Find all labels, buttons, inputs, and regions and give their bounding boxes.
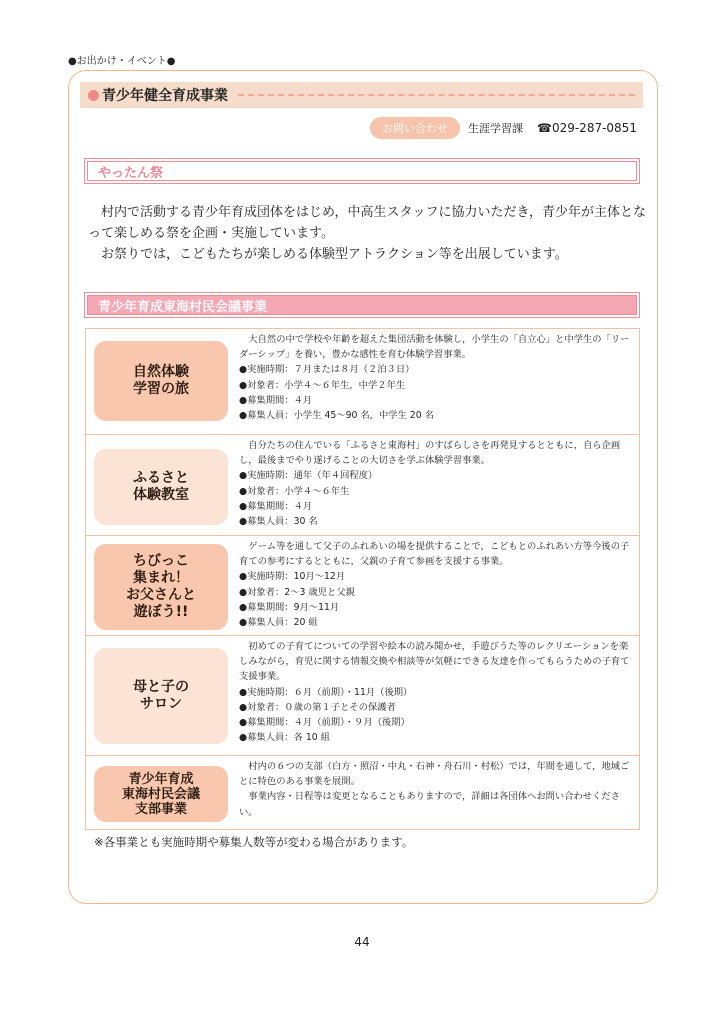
program-description: 事業内容・日程等は変更となることもありますので，詳細は各団体へお問い合わせください。: [239, 791, 620, 818]
contact-department: 生涯学習課: [468, 122, 523, 135]
contact-info: [370, 116, 637, 140]
program-description: 大自然の中で学校や年齢を超えた集団活動を体験し，小学生の「自立心」と中学生の「リーダーシップ」を養い，豊かな感性を育む体験学習事業。: [239, 334, 630, 361]
program-name: 青少年育成 東海村民会議 支部事業: [94, 766, 228, 822]
section-heading-text: やったん祭: [87, 161, 637, 181]
section-heading-kaigi: [84, 292, 640, 318]
title-bullet-icon: [88, 90, 99, 101]
program-item: ●募集人員：小学生 45～90 名，中学生 20 名: [239, 410, 434, 422]
program-item: ●実施時期：通年（年４回程度）: [239, 470, 378, 482]
page-title-bar: [80, 82, 643, 108]
program-item: ●募集期間：４月: [239, 394, 313, 406]
program-details: [239, 639, 635, 745]
program-item: ●実施時期：６月（前期）・11月（後期）: [239, 686, 413, 698]
program-name: ちびっこ 集まれ！ お父さんと 遊ぼう!!: [94, 544, 228, 630]
program-description: ゲーム等を通して父子のふれあいの場を提供することで，こどもとのふれあい方等今後の子育ての参考にするとともに，父親の子育て参画を支援する事業。: [239, 541, 630, 568]
table-row: [86, 535, 639, 635]
program-item: ●対象者：０歳の第１子とその保護者: [239, 701, 396, 713]
program-details: [239, 759, 635, 820]
program-name: 自然体験 学習の旅: [94, 341, 228, 421]
program-item: ●実施時期：10月～12月: [239, 571, 346, 583]
section-heading-yattansai: [84, 158, 640, 184]
table-row: [86, 755, 639, 831]
page-number: 44: [354, 935, 370, 949]
contact-label-badge: お問い合わせ: [370, 117, 460, 139]
program-item: ●募集人員：各 10 組: [239, 732, 330, 744]
program-item: ●募集期間：４月（前期）・９月（後期）: [239, 717, 410, 729]
contact-phone: ☎029-287-0851: [537, 121, 637, 135]
table-row: [86, 635, 639, 755]
section1-paragraph: 村内で活動する青少年育成団体をはじめ，中高生スタッフに協力いただき，青少年が主体となって楽しめる祭を企画・実施しています。: [88, 205, 646, 241]
program-details: [239, 332, 635, 423]
category-label: ●お出かけ・イベント●: [68, 56, 176, 67]
section1-body: [88, 202, 648, 265]
table-row: [86, 434, 639, 535]
program-description: 村内の６つの支部（白方・照沼・中丸・石神・舟石川・村松）では，年間を通して，地域ごとに特色のある事業を展開。: [239, 761, 630, 788]
program-item: ●対象者：2～3 歳児と父親: [239, 586, 355, 598]
program-item: ●募集期間：9月～11月: [239, 601, 340, 613]
program-details: [239, 539, 635, 630]
program-item: ●実施時期：７月または８月（２泊３日）: [239, 364, 415, 376]
section-heading-text: 青少年育成東海村民会議事業: [87, 295, 637, 315]
table-row: [86, 329, 639, 434]
program-description: 自分たちの住んでいる「ふるさと東海村」のすばらしさを再発見するとともに，自ら企画し，最後までやり遂げることの大切さを学ぶ体験学習事業。: [239, 440, 621, 467]
program-name: 母と子の サロン: [94, 648, 228, 744]
program-item: ●募集期間：４月: [239, 500, 313, 512]
program-details: [239, 438, 635, 529]
program-table: [85, 328, 640, 830]
section1-paragraph: お祭りでは，こどもたちが楽しめる体験型アトラクション等を出展しています。: [101, 247, 568, 262]
program-description: 初めての子育てについての学習や絵本の読み聞かせ，手遊びうた等のレクリエーションを楽しみながら，育児に関する情報交換や相談等が気軽にできる友達を作ってもらうための子育て支援事業。: [239, 641, 630, 683]
program-item: ●募集人員：20 組: [239, 617, 318, 629]
page-title: 青少年健全育成事業: [102, 88, 228, 104]
program-item: ●募集人員：30 名: [239, 516, 318, 528]
title-dash-divider: [238, 94, 635, 96]
program-item: ●対象者：小学４～６年生: [239, 485, 350, 497]
program-item: ●対象者：小学４～６年生，中学２年生: [239, 379, 406, 391]
footnote: ※各事業とも実施時期や募集人数等が変わる場合があります。: [94, 835, 414, 849]
program-name: ふるさと 体験教室: [94, 449, 228, 525]
